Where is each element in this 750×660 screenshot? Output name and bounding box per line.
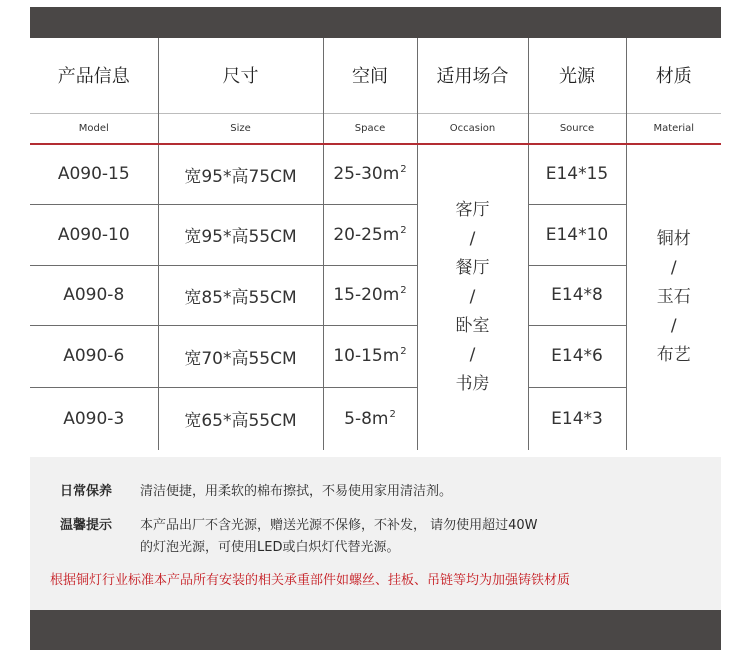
material-cell <box>626 144 721 450</box>
header-row-en <box>30 113 721 144</box>
source-cell: E14*6 <box>528 325 626 387</box>
table-row <box>30 387 721 450</box>
header-space: 空间 <box>323 38 417 113</box>
tips-line: 本产品出厂不含光源，赠送光源不保修，不补发， 请勿使用超过40W <box>140 518 538 533</box>
space-value: 25-30m <box>333 164 400 185</box>
size-cell: 宽70*高55CM <box>158 325 323 387</box>
space-unit-exponent: 2 <box>400 164 407 176</box>
space-unit-exponent: 2 <box>400 285 407 296</box>
subheader-material: Material <box>626 113 721 144</box>
care-label: 日常保养 <box>60 484 113 499</box>
material-separator: / <box>670 258 677 278</box>
occasion-study: 书房 <box>455 374 490 394</box>
table-row <box>30 144 721 204</box>
header-size: 尺寸 <box>158 38 323 113</box>
space-value: 20-25m <box>333 224 400 245</box>
material-copper: 铜材 <box>656 229 691 249</box>
occasion-separator: / <box>469 345 476 365</box>
occasion-separator: / <box>469 287 476 307</box>
occasion-living-room: 客厅 <box>455 200 490 220</box>
warning-text: 根据铜灯行业标准本产品所有安装的相关承重部件如螺丝、挂板、吊链等均为加强铸铁材质 <box>50 573 571 588</box>
material-separator: / <box>670 316 677 336</box>
space-unit-exponent: 2 <box>389 408 396 420</box>
space-cell <box>323 265 417 325</box>
material-fabric: 布艺 <box>656 345 691 365</box>
source-cell: E14*8 <box>528 265 626 325</box>
model-cell: A090-3 <box>30 387 158 450</box>
care-note <box>60 481 452 503</box>
header-row-cn <box>30 38 721 113</box>
space-unit-exponent: 2 <box>400 224 407 236</box>
space-unit-exponent: 2 <box>400 346 407 357</box>
header-occasion: 适用场合 <box>417 38 528 113</box>
space-value: 10-15m <box>333 346 400 366</box>
bottom-banner-bar <box>30 610 721 650</box>
occasion-dining-room: 餐厅 <box>455 258 490 278</box>
occasion-cell <box>417 144 528 450</box>
occasion-bedroom: 卧室 <box>455 316 490 336</box>
table-row <box>30 265 721 325</box>
space-cell <box>323 387 417 450</box>
source-cell: E14*3 <box>528 387 626 450</box>
care-text: 清洁便捷，用柔软的棉布擦拭，不易使用家用清洁剂。 <box>140 484 453 499</box>
model-cell: A090-6 <box>30 325 158 387</box>
model-cell: A090-15 <box>57 164 130 185</box>
space-value: 15-20m <box>333 285 400 305</box>
subheader-size: Size <box>158 113 323 144</box>
source-cell: E14*10 <box>528 204 626 265</box>
space-cell <box>323 144 417 204</box>
table-row <box>30 325 721 387</box>
size-cell: 宽95*高75CM <box>158 144 323 204</box>
size-cell: 宽85*高55CM <box>158 265 323 325</box>
material-jade: 玉石 <box>656 287 691 307</box>
subheader-model: Model <box>30 113 158 144</box>
notes-panel <box>30 457 721 610</box>
size-cell: 宽95*高55CM <box>158 204 323 265</box>
header-material: 材质 <box>626 38 721 113</box>
source-cell: E14*15 <box>528 144 626 204</box>
top-banner-bar <box>30 7 721 38</box>
tips-line: 的灯泡光源，可使用LED或白炽灯代替光源。 <box>140 540 400 555</box>
tips-note <box>60 515 538 559</box>
size-cell: 宽65*高55CM <box>158 387 323 450</box>
space-value: 5-8m <box>344 408 389 429</box>
space-cell <box>323 204 417 265</box>
subheader-occasion: Occasion <box>417 113 528 144</box>
header-model: 产品信息 <box>57 66 130 88</box>
tips-text <box>140 515 538 559</box>
header-source: 光源 <box>528 38 626 113</box>
model-cell: A090-8 <box>30 265 158 325</box>
occasion-separator: / <box>469 229 476 249</box>
space-cell <box>323 325 417 387</box>
spec-table <box>30 38 721 450</box>
tips-label: 温馨提示 <box>60 518 113 533</box>
subheader-space: Space <box>323 113 417 144</box>
model-cell: A090-10 <box>30 204 158 265</box>
table-row <box>30 204 721 265</box>
subheader-source: Source <box>528 113 626 144</box>
